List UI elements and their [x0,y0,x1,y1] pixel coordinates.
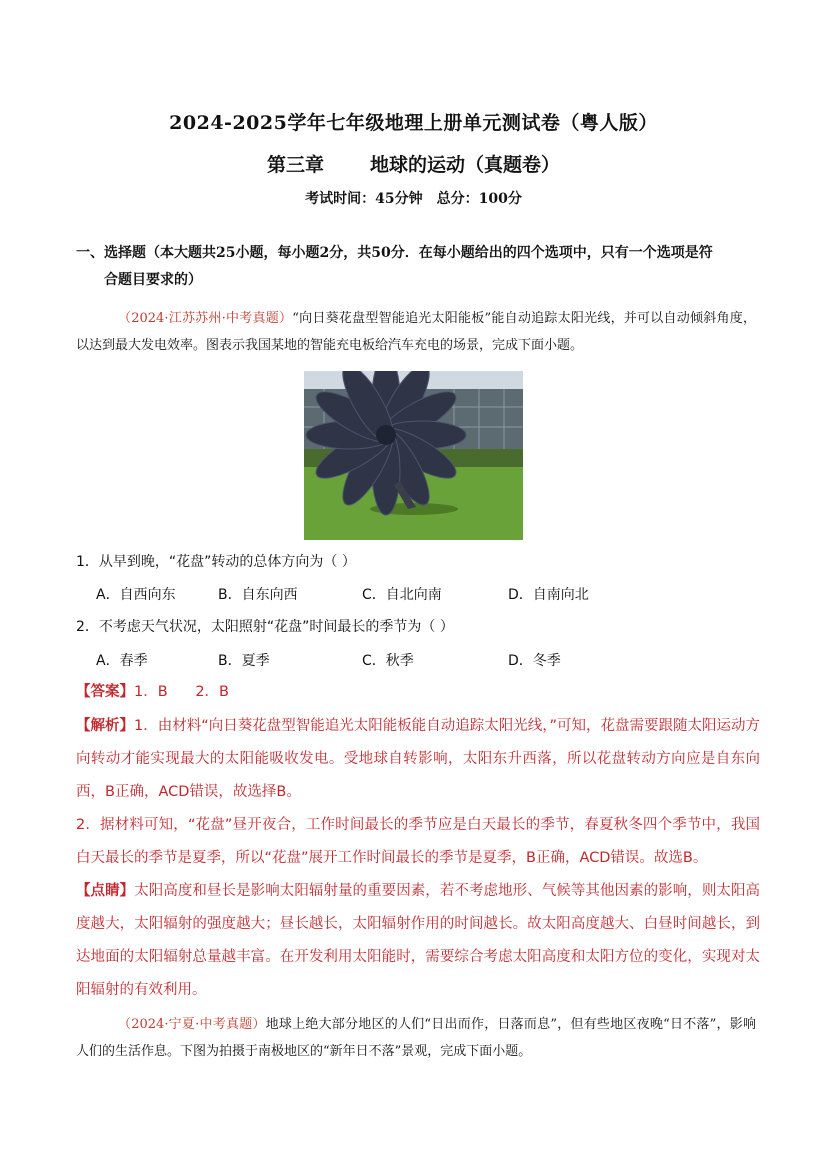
material-2 [76,1011,756,1065]
q2-option-c[interactable]: C．秋季 [362,653,414,669]
material-1-text: “向日葵花盘型智能追光太阳能板”能自动追踪太阳光线，并可以自动倾斜角度，以达到最大发电效率。图表示我国某地的智能充电板给汽车充电的场景，完成下面小题。 [76,311,756,353]
exam-title: 2024-2025学年七年级地理上册单元测试卷（粤人版） [169,112,658,134]
analysis-block [76,710,760,875]
material-1 [76,305,756,359]
sunflower-solar-panel-photo [304,371,523,540]
analysis-paragraph-1 [76,710,760,809]
material-2-source: （2024·宁夏·中考真题） [118,1017,266,1032]
answer-text: 1．B 2．B [134,684,230,700]
analysis-text-1: 1．由材料“向日葵花盘型智能追光太阳能板能自动追踪太阳光线，”可知，花盘需要跟随太阳运动方向转动才能实现最大的太阳能吸收发电。受地球自转影响，太阳东升西落，所以花盘转动方向应是自东向西，B正确，ACD错误，故选择B。 [76,718,760,800]
q1-option-b[interactable]: B．自东向西 [218,587,298,603]
comment-label: 【点睛】 [76,883,135,899]
answer-block [76,676,760,709]
comment-block [76,875,760,1007]
analysis-paragraph-2: 2．据材料可知，“花盘”昼开夜合，工作时间最长的季节应是白天最长的季节，春夏秋冬四个季节中，我国白天最长的季节是夏季，所以“花盘”展开工作时间最长的季节是夏季，B正确，ACD错误。故选B。 [76,817,760,866]
q2-option-a[interactable]: A．春季 [96,653,148,669]
chapter-number: 第三章 [266,154,324,176]
question-1-stem: 1．从早到晚，“花盘”转动的总体方向为（ ） [76,554,356,570]
exam-info [0,188,827,208]
chapter-name: 地球的运动（真题卷） [370,154,561,176]
material-1-source: （2024·江苏苏州·中考真题） [118,311,293,326]
section-heading-line1: 一、选择题（本大题共25小题，每小题2分，共50分．在每小题给出的四个选项中，只有一个选项是符 [76,245,713,261]
section-heading [76,240,756,294]
q2-option-d[interactable]: D．冬季 [508,653,561,669]
analysis-label: 【解析】 [76,718,134,734]
exam-time: 考试时间：45分钟 [305,191,423,207]
total-score: 总分：100分 [436,191,522,207]
q1-option-d[interactable]: D．自南向北 [508,587,589,603]
answer-label: 【答案】 [76,684,134,700]
material-2-text: 地球上绝大部分地区的人们“日出而作，日落而息”，但有些地区夜晚“日不落”，影响人们的生活作息。下图为拍摄于南极地区的“新年日不落”景观，完成下面小题。 [76,1017,756,1059]
solar-panel-illustration [304,371,523,540]
comment-text: 太阳高度和昼长是影响太阳辐射量的重要因素，若不考虑地形、气候等其他因素的影响，则太阳高度越大，太阳辐射的强度越大；昼长越长，太阳辐射作用的时间越长。故太阳高度越大、白昼时间越长，到达地面的太阳辐射总量越丰富。在开发利用太阳能时，需要综合考虑太阳高度和太阳方位的变化，实现对太阳辐射的有效利用。 [76,883,760,998]
chapter-title [0,150,827,177]
q1-option-c[interactable]: C．自北向南 [362,587,442,603]
question-2-stem: 2．不考虑天气状况，太阳照射“花盘”时间最长的季节为（ ） [76,619,454,635]
section-heading-line2: 合题目要求的） [104,272,202,288]
q1-option-a[interactable]: A．自西向东 [96,587,176,603]
q2-option-b[interactable]: B．夏季 [218,653,270,669]
